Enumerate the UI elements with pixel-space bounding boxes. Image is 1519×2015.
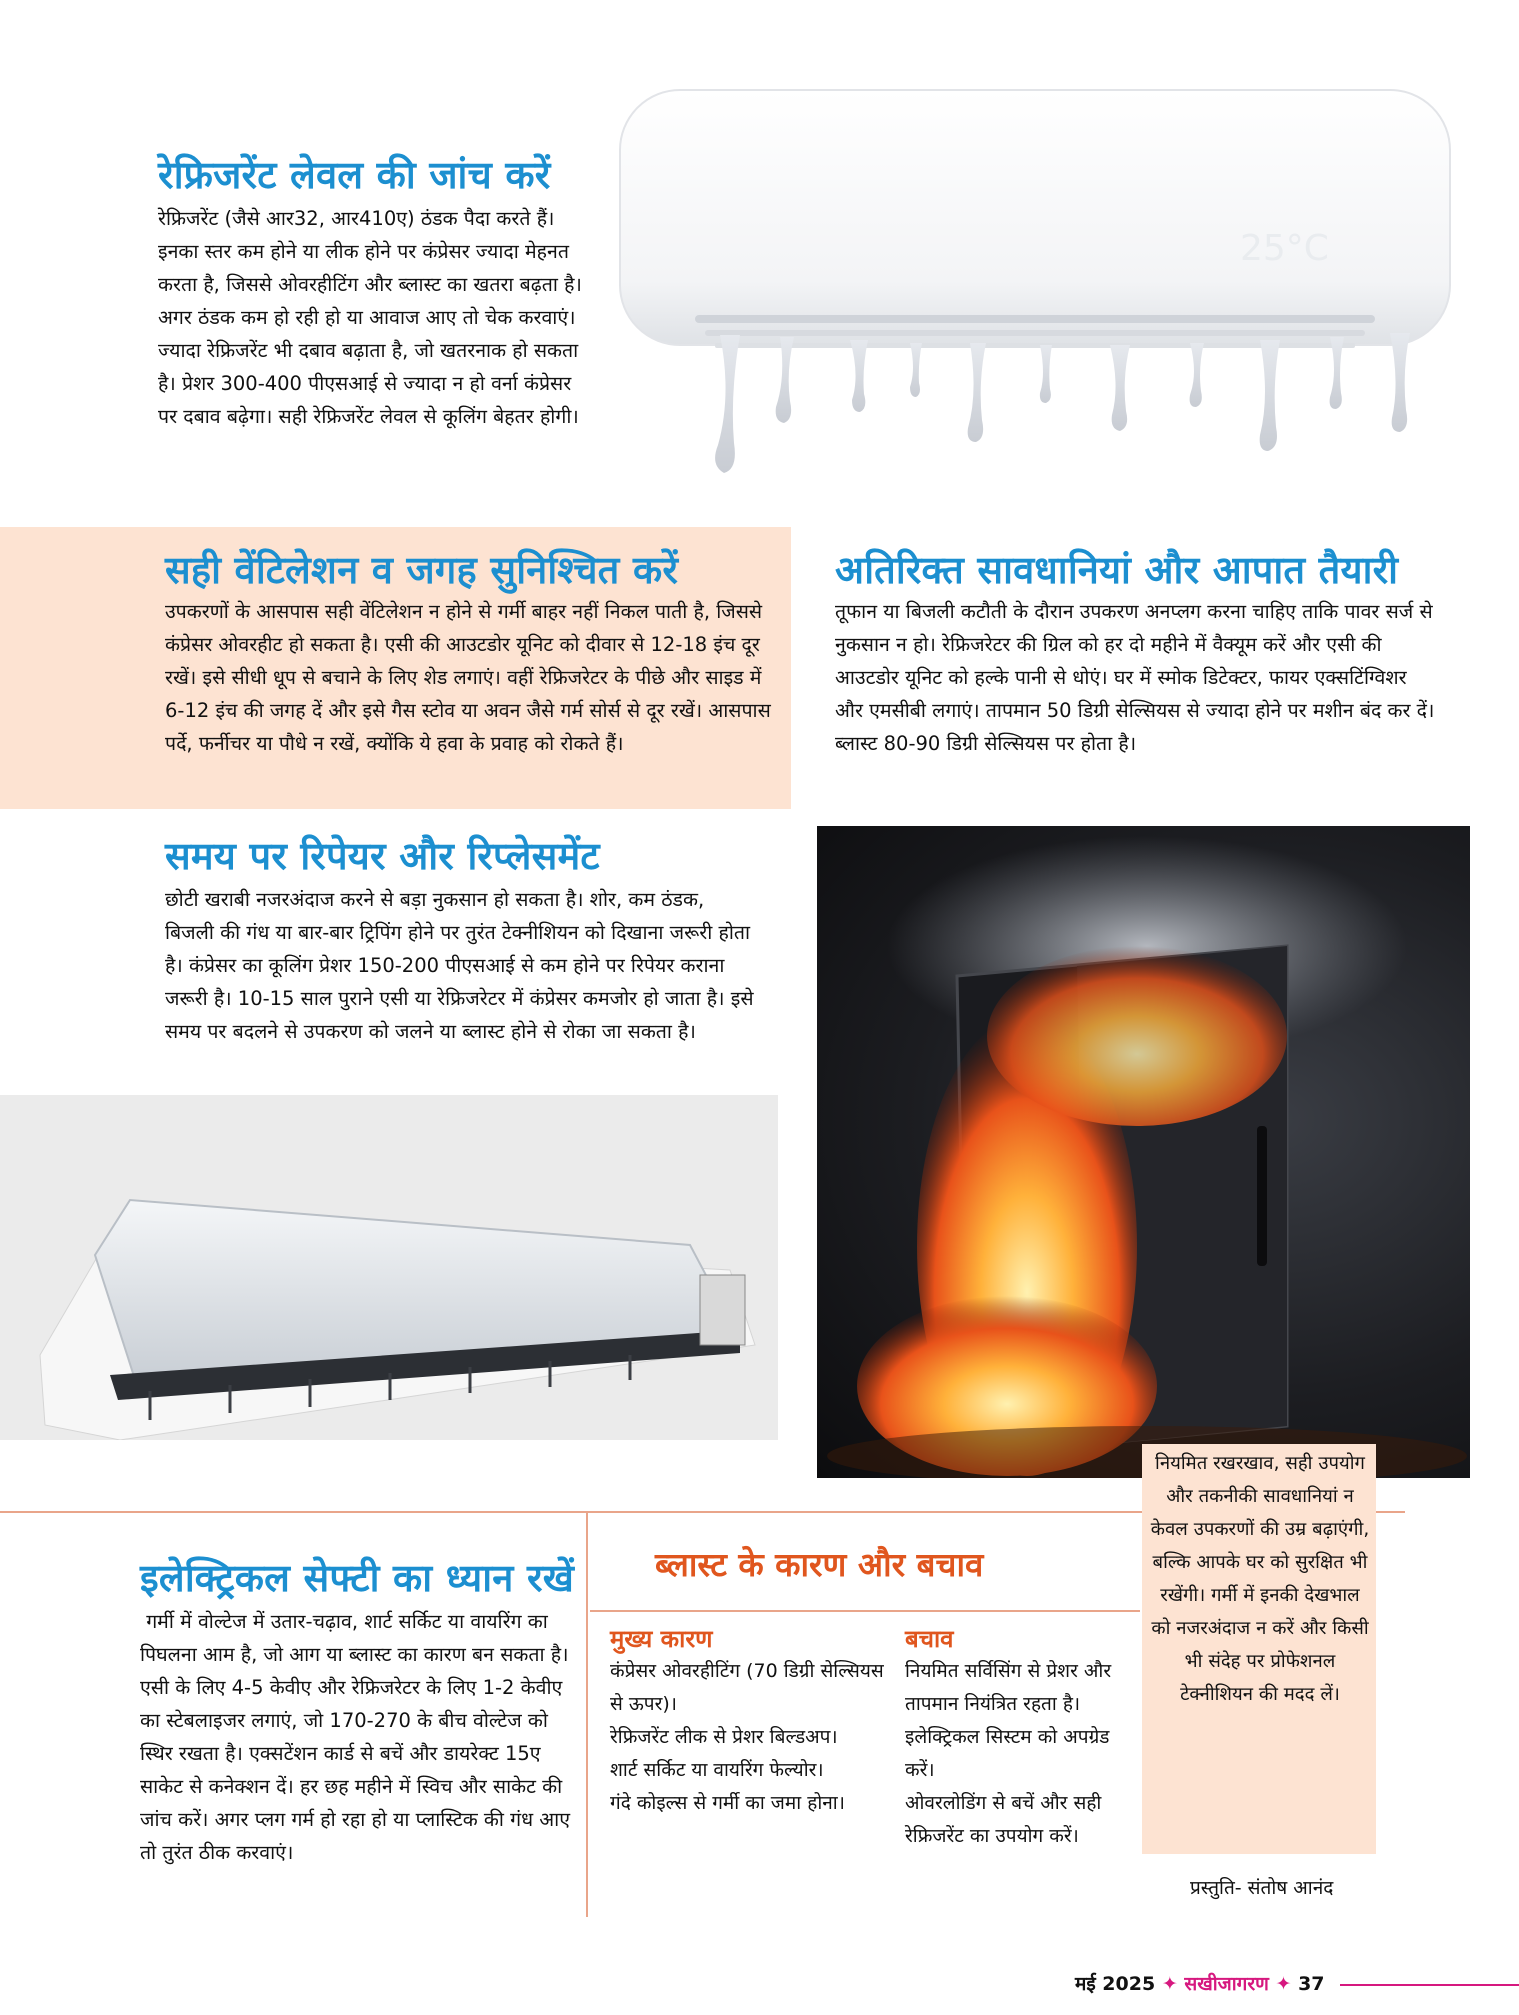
body-extra-precautions: तूफान या बिजली कटौती के दौरान उपकरण अनप्लग करना चाहिए ताकि पावर सर्ज से नुकसान न हो। रेफ्रिजरेटर की ग्रिल को हर दो महीने में वैक्यूम करें और एसी की आउटडोर यूनिट को हल्के पानी से धोएं। घर में स्मोक डिटेक्टर, फायर एक्सटिंग्विशर और एमसीबी लगाएं। तापमान 50 डिग्री सेल्सियस से ज्यादा होने पर मशीन बंद कर दें। ब्लास्ट 80-90 डिग्री सेल्सियस पर होता है। <box>835 600 1435 755</box>
separator-icon: ✦ <box>1275 1973 1299 1995</box>
brand-name: सखीजागरण <box>1184 1973 1269 1995</box>
prevention-item: नियमित सर्विसिंग से प्रेशर और तापमान नियंत्रित रहता है। <box>905 1660 1112 1715</box>
heading-refrigerant: रेफ्रिजरेंट लेवल की जांच करें <box>158 153 551 197</box>
vertical-divider <box>586 1513 588 1917</box>
page-number: 37 <box>1298 1973 1325 1995</box>
footer-rule <box>1340 1984 1519 1986</box>
prevention-item: इलेक्ट्रिकल सिस्टम को अपग्रेड करें। <box>905 1726 1110 1781</box>
fridge-fire-image <box>817 826 1470 1478</box>
issue-date: मई 2025 <box>1075 1973 1156 1995</box>
ac-unit-image <box>610 85 1460 485</box>
separator-icon: ✦ <box>1161 1973 1185 1995</box>
heading-electrical: इलेक्ट्रिकल सेफ्टी का ध्यान रखें <box>140 1556 575 1600</box>
causes-heading: मुख्य कारण <box>610 1625 713 1653</box>
cause-item: कंप्रेसर ओवरहीटिंग (70 डिग्री सेल्सियस से ऊपर)। <box>610 1660 884 1715</box>
blast-box-title: ब्लास्ट के कारण और बचाव <box>655 1545 984 1584</box>
prevention-heading: बचाव <box>905 1625 954 1653</box>
heading-repair: समय पर रिपेयर और रिप्लेसमेंट <box>165 834 600 878</box>
body-electrical: गर्मी में वोल्टेज में उतार-चढ़ाव, शार्ट सर्किट या वायरिंग का पिघलना आम है, जो आग या ब्लास्ट का कारण बन सकता है। एसी के लिए 4-5 केवीए और रेफ्रिजरेटर के लिए 1-2 केवीए का स्टेबलाइजर लगाएं, जो 170-270 के बीच वोल्टेज को स्थिर रखता है। एक्सटेंशन कार्ड से बचें और डायरेक्ट 15ए साकेट से कनेक्शन दें। हर छह महीने में स्विच और साकेट की जांच करें। अगर प्लग गर्म हो रहा हो या प्लास्टिक की गंध आए तो तुरंत ठीक करवाएं। <box>140 1610 577 1864</box>
frozen-ac-image <box>0 1095 778 1440</box>
heading-ventilation: सही वेंटिलेशन व जगह सुनिश्चित करें <box>165 548 679 592</box>
prevention-list <box>905 1655 1131 1853</box>
credit-line: प्रस्तुति- संतोष आनंद <box>1190 1877 1334 1899</box>
cause-item: गंदे कोइल्स से गर्मी का जमा होना। <box>610 1792 845 1814</box>
cause-item: रेफ्रिजरेंट लीक से प्रेशर बिल्डअप। <box>610 1726 838 1748</box>
prevention-item: ओवरलोडिंग से बचें और सही रेफ्रिजरेंट का उपयोग करें। <box>905 1792 1102 1847</box>
ac-temperature-display: 25°C <box>1240 228 1329 269</box>
cause-item: शार्ट सर्किट या वायरिंग फेल्योर। <box>610 1759 824 1781</box>
summary-callout-text: नियमित रखरखाव, सही उपयोग और तकनीकी सावधानियां न केवल उपकरणों की उम्र बढ़ाएंगी, बल्कि आपके घर को सुरक्षित भी रखेंगी। गर्मी में इनकी देखभाल को नजरअंदाज न करें और किसी भी संदेह पर प्रोफेशनल टेक्नीशियन की मदद लें। <box>1150 1453 1370 1705</box>
body-refrigerant: रेफ्रिजरेंट (जैसे आर32, आर410ए) ठंडक पैदा करते हैं। इनका स्तर कम होने या लीक होने पर कंप्रेसर ज्यादा मेहनत करता है, जिससे ओवरहीटिंग और ब्लास्ट का खतरा बढ़ता है। अगर ठंडक कम हो रही हो या आवाज आए तो चेक करवाएं। ज्यादा रेफ्रिजरेंट भी दबाव बढ़ाता है, जो खतरनाक हो सकता है। प्रेशर 300-400 पीएसआई से ज्यादा न हो वर्ना कंप्रेसर पर दबाव बढ़ेगा। सही रेफ्रिजरेंट लेवल से कूलिंग बेहतर होगी। <box>158 207 582 428</box>
body-repair: छोटी खराबी नजरअंदाज करने से बड़ा नुकसान हो सकता है। शोर, कम ठंडक, बिजली की गंध या बार-बार ट्रिपिंग होने पर तुरंत टेक्नीशियन को दिखाना जरूरी होता है। कंप्रेसर का कूलिंग प्रेशर 150-200 पीएसआई से कम होने पर रिपेयर कराना जरूरी है। 10-15 साल पुराने एसी या रेफ्रिजरेटर में कंप्रेसर कमजोर हो जाता है। इसे समय पर बदलने से उपकरण को जलने या ब्लास्ट होने से रोका जा सकता है। <box>165 888 754 1043</box>
causes-list <box>610 1655 886 1820</box>
heading-extra-precautions: अतिरिक्त सावधानियां और आपात तैयारी <box>835 548 1399 592</box>
body-ventilation: उपकरणों के आसपास सही वेंटिलेशन न होने से गर्मी बाहर नहीं निकल पाती है, जिससे कंप्रेसर ओवरहीट हो सकता है। एसी की आउटडोर यूनिट को दीवार से 12-18 इंच दूर रखें। इसे सीधी धूप से बचाने के लिए शेड लगाएं। वहीं रेफ्रिजरेटर के पीछे और साइड में 6-12 इंच की जगह दें और इसे गैस स्टोव या अवन जैसे गर्म सोर्स से दूर रखें। आसपास पर्दे, फर्नीचर या पौधे न रखें, क्योंकि ये हवा के प्रवाह को रोकते हैं। <box>165 600 771 755</box>
blast-box-divider <box>590 1610 1140 1612</box>
page-footer <box>1075 1970 1325 1998</box>
